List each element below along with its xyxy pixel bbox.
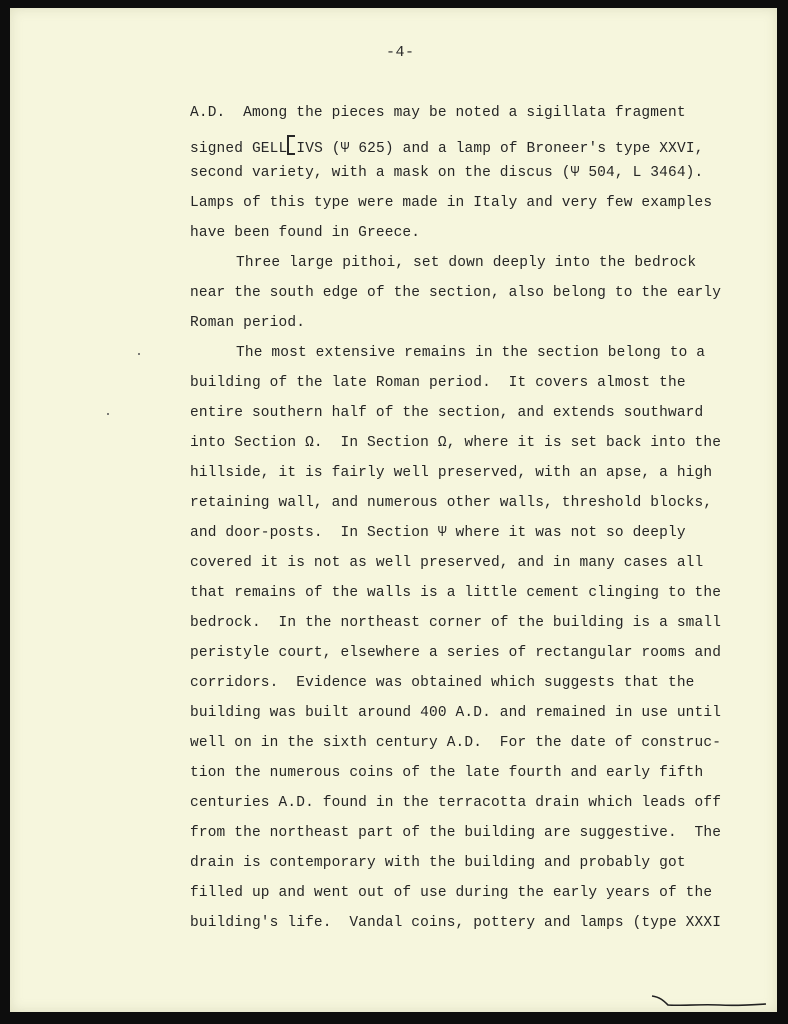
text-line: building of the late Roman period. It covers almost the — [190, 375, 686, 391]
text-line: Lamps of this type were made in Italy and very few examples — [190, 195, 713, 211]
text-line: from the northeast part of the building are suggestive. The — [190, 825, 722, 841]
paper-speck — [107, 413, 109, 415]
paragraph-start-line: Three large pithoi, set down deeply into the bedrock — [236, 255, 697, 271]
text-line: A.D. Among the pieces may be noted a sigillata fragment — [190, 105, 686, 121]
text-line: near the south edge of the section, also belong to the early — [190, 285, 722, 301]
text-line: entire southern half of the section, and extends southward — [190, 405, 704, 421]
line-text-after-bracket: IVS (Ψ 625) and a lamp of Broneer's type XXVI, — [296, 141, 704, 157]
text-line: retaining wall, and numerous other walls, threshold blocks, — [190, 495, 713, 511]
text-line: bedrock. In the northeast corner of the building is a small — [190, 615, 722, 631]
text-line: centuries A.D. found in the terracotta drain which leads off — [190, 795, 722, 811]
text-line: building's life. Vandal coins, pottery and lamps (type XXXI — [190, 915, 722, 931]
paper-speck — [138, 353, 140, 355]
text-line: tion the numerous coins of the late fourth and early fifth — [190, 765, 704, 781]
text-line: filled up and went out of use during the early years of the — [190, 885, 713, 901]
page-number: -4- — [386, 44, 415, 61]
text-line: covered it is not as well preserved, and in many cases all — [190, 555, 704, 571]
text-line: peristyle court, elsewhere a series of rectangular rooms and — [190, 645, 722, 661]
text-line: drain is contemporary with the building and probably got — [190, 855, 686, 871]
line-text-before-bracket: signed GELL — [190, 141, 288, 157]
typescript-page — [10, 8, 777, 1012]
text-line: second variety, with a mask on the discus (Ψ 504, L 3464). — [190, 165, 704, 181]
text-line: hillside, it is fairly well preserved, with an apse, a high — [190, 465, 713, 481]
text-line: Roman period. — [190, 315, 306, 331]
text-line: into Section Ω. In Section Ω, where it is set back into the — [190, 435, 722, 451]
text-line: corridors. Evidence was obtained which suggests that the — [190, 675, 695, 691]
restoration-bracket-mark — [287, 135, 295, 155]
text-line: building was built around 400 A.D. and remained in use until — [190, 705, 722, 721]
text-line-with-bracket — [190, 135, 704, 157]
text-line: and door-posts. In Section Ψ where it was not so deeply — [190, 525, 686, 541]
text-line: that remains of the walls is a little cement clinging to the — [190, 585, 722, 601]
pen-mark — [650, 993, 770, 1011]
paragraph-start-line: The most extensive remains in the section belong to a — [236, 345, 706, 361]
text-line: have been found in Greece. — [190, 225, 421, 241]
text-line: well on in the sixth century A.D. For the date of construc- — [190, 735, 722, 751]
